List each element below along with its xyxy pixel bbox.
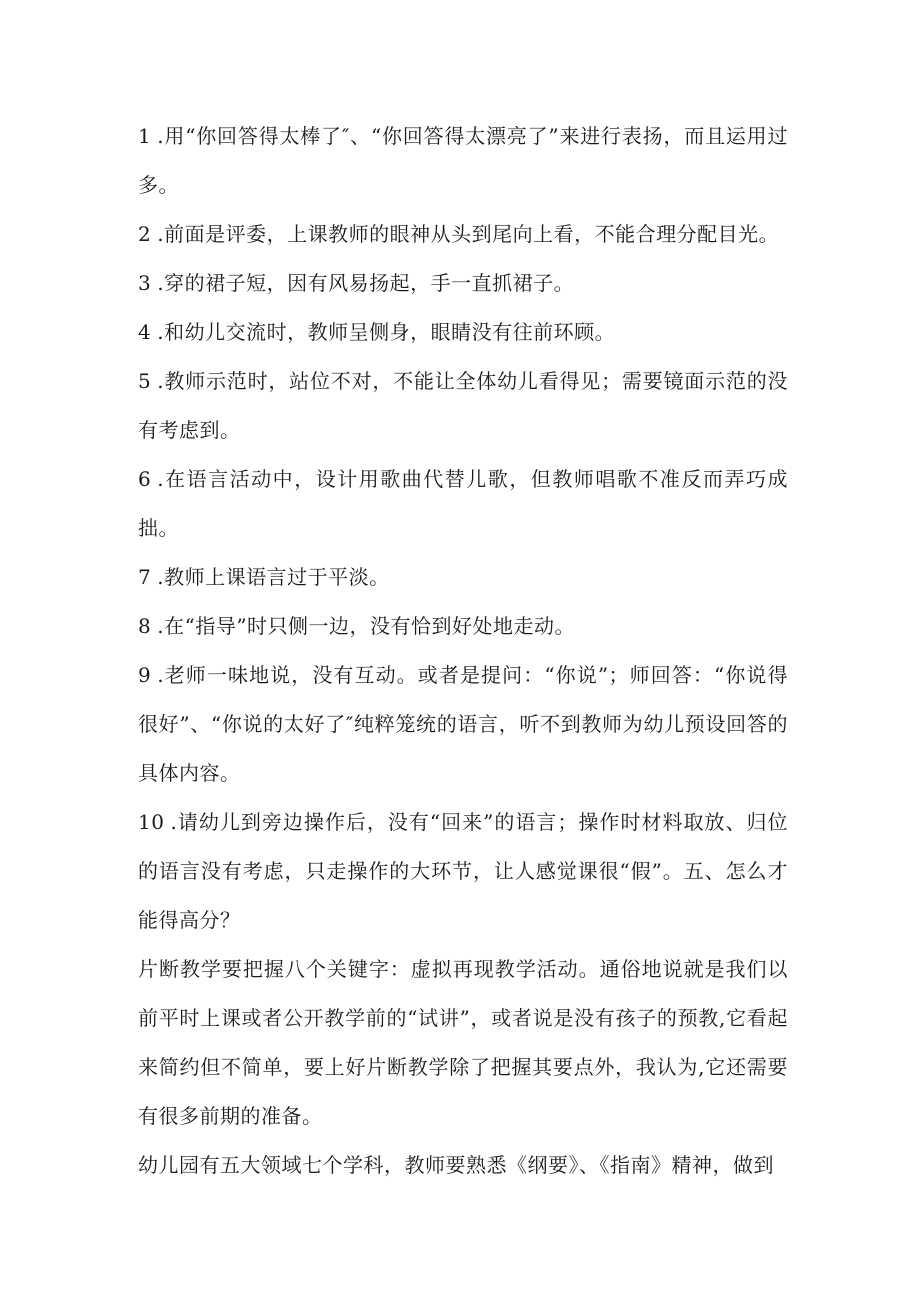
item-number: 3 [138, 271, 152, 295]
item-number: 5 [138, 369, 152, 393]
list-item-4 [138, 308, 788, 357]
item-number: 1 [138, 124, 152, 148]
list-item-3 [138, 259, 788, 308]
list-item-8 [138, 602, 788, 651]
item-text: .和幼儿交流时，教师呈侧身，眼睛没有往前环顾。 [157, 320, 616, 344]
item-number: 9 [138, 663, 152, 687]
list-item-9 [138, 651, 788, 798]
list-item-7 [138, 553, 788, 602]
item-text: .在“指导”时只侧一边，没有恰到好处地走动。 [157, 614, 576, 638]
list-item-6 [138, 455, 788, 553]
document-page [138, 112, 788, 1190]
item-text: .用“你回答得太棒了″、“你回答得太漂亮了”来进行表扬，而且运用过多。 [138, 124, 788, 197]
list-item-10 [138, 798, 788, 945]
item-number: 6 [138, 467, 152, 491]
list-item-2 [138, 210, 788, 259]
item-text: .教师上课语言过于平淡。 [157, 565, 390, 589]
item-number: 4 [138, 320, 152, 344]
body-paragraph-2: 幼儿园有五大领域七个学科，教师要熟悉《纲要》、《指南》精神，做到 [138, 1153, 774, 1177]
item-number: 2 [138, 222, 152, 246]
body-paragraph-1: 片断教学要把握八个关键字：虚拟再现教学活动。通俗地说就是我们以前平时上课或者公开教学前的“试讲”，或者说是没有孩子的预教,它看起来简约但不简单，要上好片断教学除了把握其要点外，我认为,它还需要有很多前期的准备。 [138, 957, 788, 1128]
item-text: .穿的裙子短，因有风易扬起，手一直抓裙子。 [157, 271, 575, 295]
item-text: .教师示范时，站位不对，不能让全体幼儿看得见；需要镜面示范的没有考虑到。 [138, 369, 788, 442]
item-text: .前面是评委，上课教师的眼神从头到尾向上看，不能合理分配目光。 [157, 222, 780, 246]
item-number: 7 [138, 565, 152, 589]
item-number: 10 [138, 810, 165, 834]
item-text: .在语言活动中，设计用歌曲代替儿歌，但教师唱歌不准反而弄巧成拙。 [138, 467, 788, 540]
item-number: 8 [138, 614, 152, 638]
item-text: .请幼儿到旁边操作后，没有“回来”的语言；操作时材料取放、归位的语言没有考虑，只走操作的大环节，让人感觉课很“假”。五、怎么才能得高分？ [138, 810, 788, 932]
item-text: .老师一味地说，没有互动。或者是提问：“你说”；师回答：“你说得很好”、“你说的太好了″纯粹笼统的语言，听不到教师为幼儿预设回答的具体内容。 [138, 663, 788, 785]
list-item-5 [138, 357, 788, 455]
list-item-1 [138, 112, 788, 210]
